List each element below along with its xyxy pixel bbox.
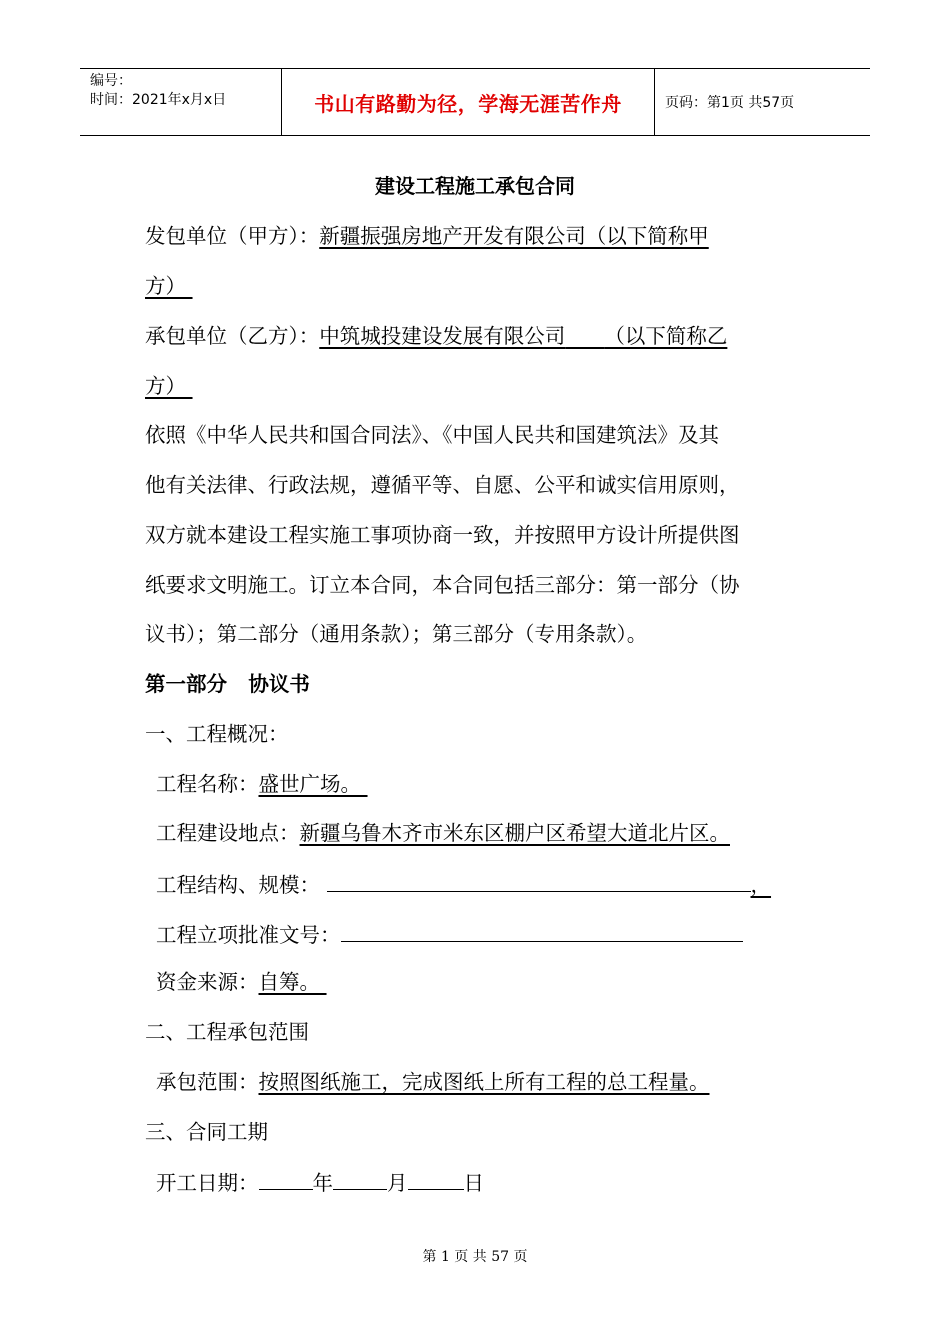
approval-blank <box>341 919 743 942</box>
party-b-suffix: （以下简称乙 <box>604 324 728 348</box>
structure-row <box>156 869 771 899</box>
page-footer: 第 1 页 共 57 页 <box>422 1249 528 1265</box>
document-header <box>80 68 870 136</box>
party-b-continuation <box>145 372 193 400</box>
party-b-line <box>145 322 727 350</box>
month-label: 月 <box>387 1171 408 1195</box>
header-motto: 书山有路勤为径，学海无涯苦作舟 <box>282 69 655 135</box>
location-row <box>156 819 730 847</box>
party-b-label: 承包单位（乙方）： <box>145 324 320 348</box>
party-a-cont: 方） <box>145 274 186 298</box>
year-blank <box>259 1167 313 1190</box>
structure-tail: ， <box>750 873 772 897</box>
paragraph-line: 他有关法律、行政法规，遵循平等、自愿、公平和诚实信用原则， <box>145 473 740 497</box>
year-label: 年 <box>312 1171 333 1195</box>
party-a-label: 发包单位（甲方）： <box>145 224 320 248</box>
funding-row <box>156 968 327 996</box>
header-time: 时间：2021年x月x日 <box>90 92 227 108</box>
paragraph-line: 依照《中华人民共和国合同法》、《中国人民共和国建筑法》及其 <box>145 423 719 447</box>
month-blank <box>333 1167 387 1190</box>
project-name-label: 工程名称： <box>156 772 259 796</box>
structure-label: 工程结构、规模： <box>156 873 320 897</box>
section1-heading: 一、工程概况： <box>145 722 289 746</box>
approval-label: 工程立项批准文号： <box>156 923 341 947</box>
paragraph-line: 议书）；第二部分（通用条款）；第三部分（专用条款）。 <box>145 622 648 646</box>
header-number: 编号： <box>90 73 132 89</box>
structure-blank <box>327 869 751 892</box>
scope-value: 按照图纸施工，完成图纸上所有工程的总工程量。 <box>258 1070 710 1094</box>
party-b-value: 中筑城投建设发展有限公司 <box>319 324 566 348</box>
party-a-value: 新疆振强房地产开发有限公司（以下简称甲 <box>319 224 709 248</box>
section2-heading: 二、工程承包范围 <box>145 1020 309 1044</box>
day-label: 日 <box>463 1171 484 1195</box>
project-name-row <box>156 770 368 798</box>
part1-heading: 第一部分 协议书 <box>145 672 310 696</box>
approval-row <box>156 919 743 949</box>
paragraph-line: 纸要求文明施工。订立本合同，本合同包括三部分：第一部分（协 <box>145 573 740 597</box>
funding-value: 自筹。 <box>258 970 320 994</box>
document-title: 建设工程施工承包合同 <box>375 174 575 198</box>
start-date-label: 开工日期： <box>156 1171 259 1195</box>
section3-heading: 三、合同工期 <box>145 1120 268 1144</box>
scope-row <box>156 1068 710 1096</box>
party-a-line <box>145 222 709 250</box>
location-label: 工程建设地点： <box>156 821 300 845</box>
funding-label: 资金来源： <box>156 970 259 994</box>
project-name-value: 盛世广场。 <box>258 772 361 796</box>
header-meta <box>80 69 282 135</box>
location-value: 新疆乌鲁木齐市米东区棚户区希望大道北片区。 <box>299 821 730 845</box>
party-a-continuation <box>145 272 193 300</box>
scope-label: 承包范围： <box>156 1070 259 1094</box>
start-date-row <box>156 1167 484 1197</box>
party-b-cont: 方） <box>145 374 186 398</box>
header-page-number: 页码：第1页 共57页 <box>665 95 795 111</box>
paragraph-line: 双方就本建设工程实施工事项协商一致，并按照甲方设计所提供图 <box>145 523 740 547</box>
day-blank <box>408 1167 464 1190</box>
